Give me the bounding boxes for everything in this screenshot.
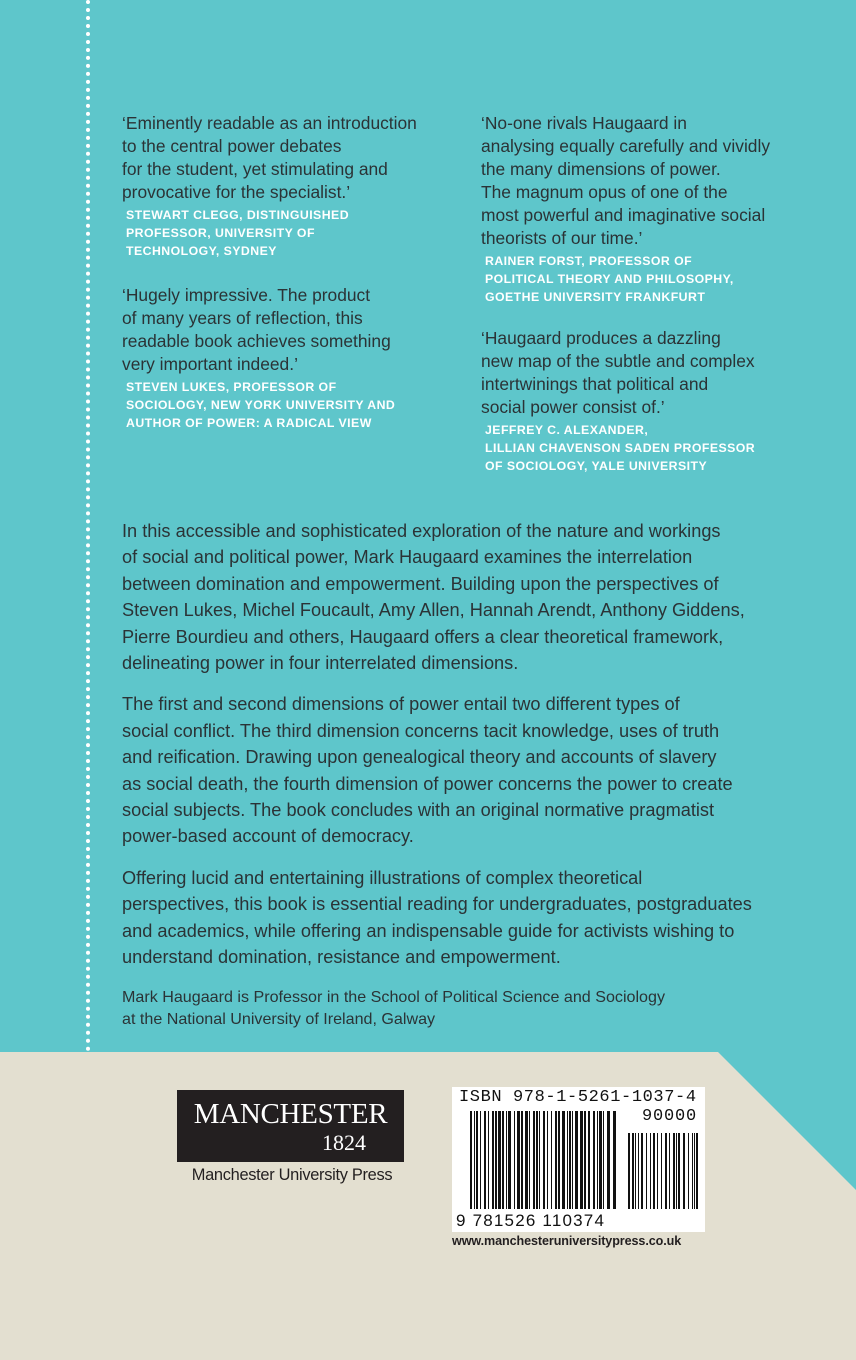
barcode-bar [580, 1111, 583, 1209]
quote-text: ‘Haugaard produces a dazzling new map of the subtle and complex intertwinings that political and social power consist of.’ [481, 328, 755, 417]
description-paragraph-2: The first and second dimensions of power entail two different types of social conflict. The third dimension concerns tacit knowledge, uses of truth and reification. Drawing upon genealogical theory and accounts of slavery as social death, the fourth dimension of power concerns the power to create social subjects. The book concludes with an original normative pragmatist power-based account of democracy. [122, 694, 733, 847]
barcode-bar [607, 1111, 610, 1209]
barcode-bar [613, 1111, 616, 1209]
barcode-bar [533, 1111, 535, 1209]
description-paragraph-1: In this accessible and sophisticated exploration of the nature and workings of social and political power, Mark Haugaard examines the interrelation between domination and empowerment. Building upon the perspectives of Steven Lukes, Michel Foucault, Amy Allen, Hannah Arendt, Anthony Giddens, Pierre Bourdieu and others, Haugaard offers a clear theoretical framework, delineating power in four interrelated dimensions. [122, 521, 745, 674]
logo-year: 1824 [322, 1130, 366, 1155]
barcode-bar [551, 1111, 552, 1209]
price-bar [628, 1133, 630, 1209]
price-code: 90000 [641, 1107, 697, 1126]
author-bio: Mark Haugaard is Professor in the School of Political Science and Sociology at the National University of Ireland, Galway [122, 987, 665, 1028]
barcode-bar [572, 1111, 573, 1209]
barcode-bar [569, 1111, 571, 1209]
price-bar [694, 1133, 695, 1209]
barcode-bar [597, 1111, 598, 1209]
price-bar [683, 1133, 685, 1209]
barcode-bar [517, 1111, 520, 1209]
barcode-bar [474, 1111, 475, 1209]
dotted-divider [86, 0, 90, 1052]
barcode-bar [514, 1111, 515, 1209]
barcode-bar [484, 1111, 486, 1209]
barcode-bar [567, 1111, 568, 1209]
barcode-bar [498, 1111, 501, 1209]
barcode-bar [506, 1111, 507, 1209]
barcode-bar [476, 1111, 478, 1209]
review-quote-3 [481, 112, 831, 306]
logo-name: MANCHESTER [193, 1098, 388, 1130]
barcode-bar [536, 1111, 538, 1209]
barcode-bar [593, 1111, 595, 1209]
price-bar [669, 1133, 670, 1209]
price-bar [673, 1133, 675, 1209]
barcode-bar [508, 1111, 511, 1209]
barcode-bar [525, 1111, 528, 1209]
barcode-bar [558, 1111, 560, 1209]
barcode-bar [521, 1111, 523, 1209]
barcode-bar [488, 1111, 489, 1209]
publisher-name: Manchester University Press [191, 1166, 393, 1184]
description-paragraph-3: Offering lucid and entertaining illustrations of complex theoretical perspectives, this book is essential reading for undergraduates, postgraduates and academics, while offering an indispensable guide for activists wishing to understand domination, resistance and empowerment. [122, 867, 752, 968]
barcode-digits: 9 781526 110374 [456, 1211, 606, 1230]
price-bar [676, 1133, 677, 1209]
barcode-bar [539, 1111, 540, 1209]
price-bar [638, 1133, 639, 1209]
price-bar [646, 1133, 647, 1209]
barcode-bar [555, 1111, 557, 1209]
price-bar [632, 1133, 634, 1209]
corner-accent [718, 1052, 856, 1190]
price-bar [650, 1133, 651, 1209]
barcode-bar [547, 1111, 548, 1209]
quote-attribution: STEWART CLEGG, DISTINGUISHED PROFESSOR, UNIVERSITY OF TECHNOLOGY, SYDNEY [126, 208, 350, 258]
barcode-bar [562, 1111, 565, 1209]
price-bar [692, 1133, 693, 1209]
price-bar [635, 1133, 636, 1209]
barcode-bar [603, 1111, 604, 1209]
isbn-barcode [452, 1087, 705, 1232]
price-bar [657, 1133, 658, 1209]
quote-text: ‘Eminently readable as an introduction to the central power debates for the student, yet stimulating and provocative for the specialist.’ [122, 113, 417, 202]
price-bar [653, 1133, 655, 1209]
isbn-label: ISBN 978-1-5261-1037-4 [459, 1088, 697, 1107]
price-bar [678, 1133, 680, 1209]
review-quote-1 [122, 112, 462, 260]
price-bar [665, 1133, 667, 1209]
quote-attribution: JEFFREY C. ALEXANDER, LILLIAN CHAVENSON SADEN PROFESSOR OF SOCIOLOGY, YALE UNIVERSITY [485, 423, 756, 473]
review-quote-2 [122, 284, 462, 432]
price-bar [696, 1133, 698, 1209]
barcode-bar [599, 1111, 602, 1209]
price-bar [641, 1133, 643, 1209]
barcode-bar [588, 1111, 590, 1209]
barcode-bar [470, 1111, 472, 1209]
price-bar [688, 1133, 689, 1209]
publisher-logo [177, 1090, 404, 1162]
quote-attribution: RAINER FORST, PROFESSOR OF POLITICAL THEORY AND PHILOSOPHY, GOETHE UNIVERSITY FRANKFURT [485, 254, 734, 304]
price-bar [661, 1133, 662, 1209]
attribution-line: STEVEN LUKES, PROFESSOR OF SOCIOLOGY, NEW YORK UNIVERSITY AND AUTHOR OF POWER: A RADICAL VIEW [126, 380, 396, 430]
barcode-bar [502, 1111, 504, 1209]
barcode-bar [543, 1111, 545, 1209]
book-description [122, 518, 822, 1046]
quote-text: ‘Hugely impressive. The product of many years of reflection, this readable book achieves something very important indeed.’ [122, 285, 391, 374]
barcode-bar [584, 1111, 586, 1209]
quote-attribution [126, 378, 462, 432]
quote-text: ‘No-one rivals Haugaard in analysing equally carefully and vividly the many dimensions of power. The magnum opus of one of the most powerful and imaginative social theorists of our time.’ [481, 113, 771, 248]
barcode-bar [495, 1111, 497, 1209]
barcode-bar [575, 1111, 578, 1209]
barcode-bar [480, 1111, 481, 1209]
barcode-bar [529, 1111, 530, 1209]
publisher-url: www.manchesteruniversitypress.co.uk [452, 1234, 682, 1248]
review-quote-4 [481, 327, 831, 475]
barcode-bar [492, 1111, 494, 1209]
